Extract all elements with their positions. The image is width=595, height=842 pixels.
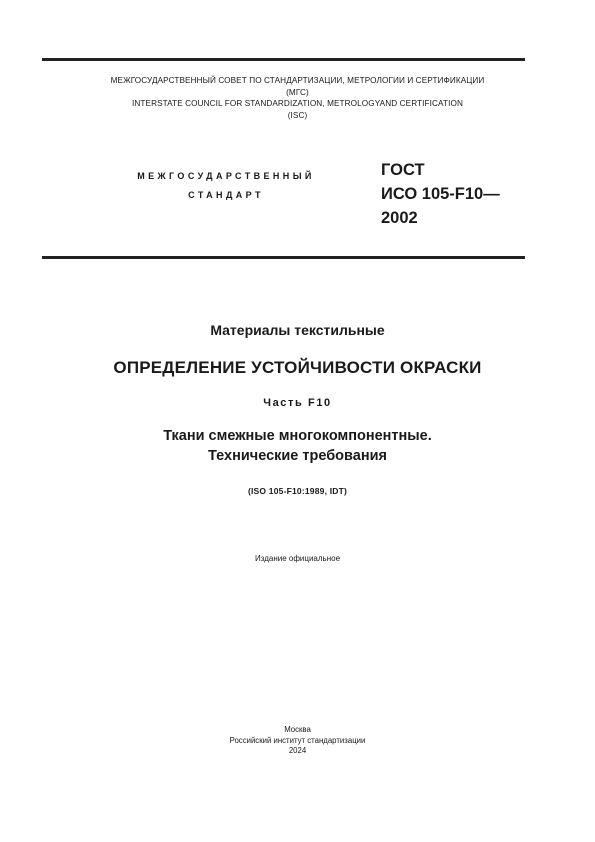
publisher-city: Москва	[284, 725, 311, 734]
council-name-en: INTERSTATE COUNCIL FOR STANDARDIZATION, METROLOGYAND CERTIFICATION	[132, 99, 463, 108]
standard-code-line1: ГОСТ	[381, 161, 425, 179]
standard-type-line2: СТАНДАРТ	[188, 190, 264, 200]
subtitle-line2: Технические требования	[208, 448, 387, 464]
subtitle-line1: Ткани смежные многокомпонентные.	[163, 428, 432, 444]
iso-reference: (ISO 105-F10:1989, IDT)	[247, 486, 348, 496]
publisher-block	[0, 725, 595, 757]
subtitle	[0, 426, 595, 466]
council-abbr-en: (ISC)	[287, 110, 308, 120]
council-abbr-ru: (МГС)	[286, 87, 309, 97]
publisher-year: 2024	[288, 746, 307, 755]
top-divider	[42, 58, 525, 61]
middle-divider	[42, 256, 525, 259]
council-name-ru: МЕЖГОСУДАРСТВЕННЫЙ СОВЕТ ПО СТАНДАРТИЗАЦИИ, МЕТРОЛОГИИ И СЕРТИФИКАЦИИ	[110, 76, 485, 85]
standard-code-line3: 2002	[381, 209, 418, 227]
part-label: Часть F10	[263, 397, 332, 409]
main-title: ОПРЕДЕЛЕНИЕ УСТОЙЧИВОСТИ ОКРАСКИ	[113, 358, 482, 377]
edition-label: Издание официальное	[254, 554, 341, 563]
publisher-institute: Российский институт стандартизации	[229, 735, 366, 745]
standard-type-line1: МЕЖГОСУДАРСТВЕННЫЙ	[137, 171, 315, 181]
council-header	[0, 75, 595, 121]
standard-code-line2: ИСО 105-F10—	[381, 185, 500, 203]
subject-title: Материалы текстильные	[210, 322, 385, 338]
standard-code	[381, 158, 500, 230]
